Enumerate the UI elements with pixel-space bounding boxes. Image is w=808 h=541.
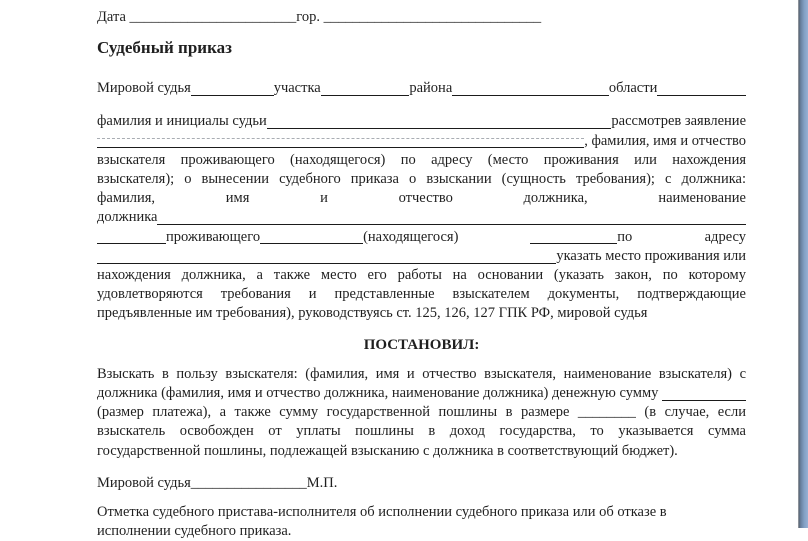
blank-underline <box>321 94 410 96</box>
blank-underline <box>267 127 612 129</box>
debtor-location-line: нахождения должника, а также место его работы на основании (указать закон, по которому <box>97 267 746 284</box>
claimant-address-line: взыскателя проживающего (находящегося) по адресу (место проживания или нахождения <box>97 151 746 168</box>
blank-underline <box>260 242 363 244</box>
bailiff-note-line-2: исполнении судебного приказа. <box>97 523 292 540</box>
text-segment: участка <box>273 80 321 97</box>
bailiff-note-line-1: Отметка судебного пристава-исполнителя об исполнении судебного приказа или об отказе в <box>97 504 667 521</box>
date-city-line: Дата _______________________гор. ______________________________ <box>97 9 542 25</box>
text-segment: проживающего <box>166 228 261 245</box>
debtor-name-blank-line <box>97 208 746 227</box>
blank-underline <box>191 94 274 96</box>
blank-underline <box>662 399 746 401</box>
text-segment: Мировой судья <box>97 80 191 97</box>
judge-signature-line: Мировой судья________________М.П. <box>97 474 338 491</box>
claim-essence-line: взыскателя); о вынесении судебного приказа о взыскании (сущность требования); с должника: <box>97 171 746 188</box>
text-segment: указать место проживания или <box>556 247 746 264</box>
text-segment: рассмотрев заявление <box>611 113 746 130</box>
judge-district-line <box>97 79 746 98</box>
text-segment: по <box>617 228 633 245</box>
blank-underline <box>157 223 746 225</box>
text-segment: (находящегося) <box>363 228 459 245</box>
blank-underline <box>452 94 609 96</box>
debtor-address-line <box>97 228 746 247</box>
documents-line: удовлетворяются требования и представленные взыскателем документы, подтверждающие <box>97 286 746 303</box>
claimant-name-line <box>97 132 746 151</box>
text-segment: адресу <box>704 228 746 245</box>
text-segment: фамилия и инициалы судьи <box>97 113 267 130</box>
statute-line: предъявленные им требования), руководствуясь ст. 125, 126, 127 ГПК РФ, мировой судья <box>97 305 648 322</box>
blank-underline <box>97 242 166 244</box>
budget-line: государственной пошлины, подлежащей взысканию с должника в соответствующий бюджет). <box>97 442 678 459</box>
sum-line <box>97 384 746 403</box>
document-page <box>97 8 746 541</box>
text-segment: должника <box>97 209 158 226</box>
text-segment: должника (фамилия, имя и отчество должника, наименование должника) денежную сумму <box>97 385 663 402</box>
duty-amount-line: (размер платежа), а также сумму государственной пошлины в размере ________ (в случае, если <box>97 404 746 421</box>
resolution-heading: ПОСТАНОВИЛ: <box>363 336 480 353</box>
blank-underline <box>97 146 584 148</box>
text-segment: области <box>608 80 658 97</box>
blank-underline <box>97 262 556 264</box>
blank-underline <box>530 242 618 244</box>
judge-name-line <box>97 112 746 131</box>
window-edge-bar <box>797 0 808 528</box>
duty-exemption-line: взыскатель освобожден от уплаты пошлины в доход государства, то указывается сумма <box>97 423 746 440</box>
blank-gap <box>458 246 529 247</box>
doc-title: Судебный приказ <box>97 38 232 58</box>
recover-line: Взыскать в пользу взыскателя: (фамилия, имя и отчество взыскателя, наименование взыскателя) с <box>97 365 746 382</box>
blank-underline <box>657 94 746 96</box>
debtor-address-blank-line <box>97 247 746 266</box>
debtor-name-label-line: фамилия, имя и отчество должника, наименование <box>97 190 746 207</box>
text-segment: , фамилия, имя и отчество <box>584 132 746 149</box>
text-segment: района <box>409 80 453 97</box>
